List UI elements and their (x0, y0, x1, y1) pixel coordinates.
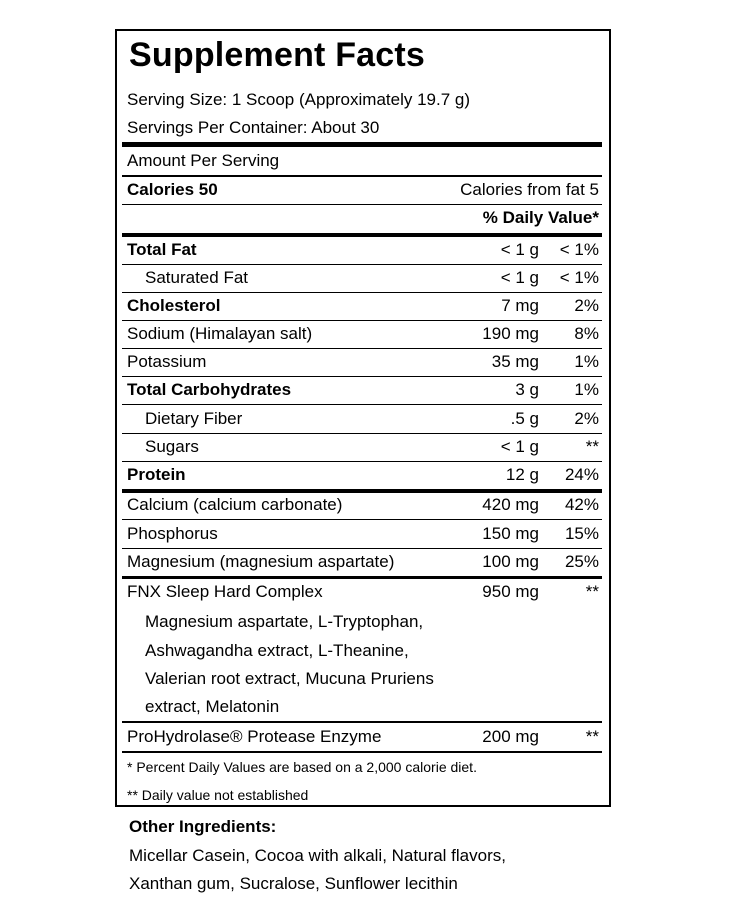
nutrient-name: Sodium (Himalayan salt) (127, 324, 313, 343)
divider (122, 264, 602, 265)
mineral-name: Calcium (calcium carbonate) (127, 495, 343, 514)
divider (122, 519, 602, 520)
nutrient-dv: 8% (574, 324, 599, 343)
complex-ingredients-line: extract, Melatonin (145, 697, 280, 716)
other-ingredients-title: Other Ingredients: (129, 817, 277, 836)
nutrient-amount: 35 mg (491, 352, 539, 371)
mineral-dv: 42% (564, 495, 599, 514)
complex-row (127, 582, 599, 608)
nutrient-row (127, 268, 599, 294)
nutrient-dv: 2% (574, 296, 599, 315)
divider (122, 404, 602, 405)
complex-ingredients-line: Valerian root extract, Mucuna Pruriens (145, 669, 434, 688)
nutrient-name: Saturated Fat (145, 268, 249, 287)
nutrient-amount: 7 mg (501, 296, 539, 315)
nutrient-dv: 24% (564, 465, 599, 484)
amount-per-serving: Amount Per Serving (127, 151, 280, 170)
nutrient-row (127, 240, 599, 266)
enzyme-name: ProHydrolase® Protease Enzyme (127, 727, 382, 746)
mineral-amount: 150 mg (482, 524, 539, 543)
calories-from-fat: Calories from fat 5 (460, 180, 599, 199)
daily-value-header-row (127, 208, 599, 234)
footnote-not-established: ** Daily value not established (127, 787, 309, 803)
nutrient-name: Total Fat (127, 240, 197, 259)
nutrient-dv: ** (585, 437, 599, 456)
nutrient-name: Dietary Fiber (145, 409, 243, 428)
mineral-amount: 100 mg (482, 552, 539, 571)
other-ingredients-line: Xanthan gum, Sucralose, Sunflower lecithin (129, 874, 458, 893)
divider (122, 204, 602, 205)
thick-divider (122, 142, 602, 147)
nutrient-dv: 1% (574, 352, 599, 371)
calories-row (127, 180, 599, 206)
nutrient-name: Cholesterol (127, 296, 221, 315)
calories-label: Calories 50 (127, 180, 218, 199)
complex-dv: ** (585, 582, 599, 601)
complex-ingredients-line: Magnesium aspartate, L-Tryptophan, (145, 612, 424, 631)
complex-ingredients-line: Ashwagandha extract, L-Theanine, (145, 641, 409, 660)
mineral-amount: 420 mg (482, 495, 539, 514)
other-ingredients-line: Micellar Casein, Cocoa with alkali, Natural flavors, (129, 846, 506, 865)
nutrient-amount: < 1 g (500, 240, 539, 259)
servings-per-container: Servings Per Container: About 30 (127, 118, 380, 137)
mineral-row (127, 552, 599, 578)
mineral-row (127, 495, 599, 521)
nutrient-name: Sugars (145, 437, 199, 456)
divider (122, 721, 602, 723)
mineral-name: Magnesium (magnesium aspartate) (127, 552, 395, 571)
nutrient-dv: 2% (574, 409, 599, 428)
divider (122, 320, 602, 321)
enzyme-row (127, 727, 599, 753)
divider (122, 175, 602, 177)
nutrient-row (127, 380, 599, 406)
thick-divider (122, 576, 602, 579)
nutrient-amount: 3 g (515, 380, 539, 399)
nutrient-row (127, 465, 599, 491)
nutrient-dv: < 1% (559, 240, 599, 259)
divider (122, 548, 602, 549)
mineral-dv: 15% (564, 524, 599, 543)
mineral-row (127, 524, 599, 550)
nutrient-row (127, 352, 599, 378)
footnote-daily-values: * Percent Daily Values are based on a 2,000 calorie diet. (127, 759, 477, 775)
divider (122, 751, 602, 753)
divider (122, 376, 602, 377)
enzyme-amount: 200 mg (482, 727, 539, 746)
divider (122, 292, 602, 293)
thick-divider (122, 233, 602, 237)
nutrient-row (127, 437, 599, 463)
nutrient-amount: .5 g (510, 409, 539, 428)
nutrient-amount: < 1 g (500, 437, 539, 456)
thick-divider (122, 489, 602, 493)
nutrient-row (127, 409, 599, 435)
mineral-name: Phosphorus (127, 524, 218, 543)
daily-value-header: % Daily Value* (482, 208, 599, 227)
divider (122, 348, 602, 349)
nutrient-dv: 1% (574, 380, 599, 399)
nutrient-name: Potassium (127, 352, 207, 371)
nutrient-amount: < 1 g (500, 268, 539, 287)
panel-title: Supplement Facts (129, 36, 426, 74)
mineral-dv: 25% (564, 552, 599, 571)
nutrient-name: Protein (127, 465, 186, 484)
nutrient-row (127, 296, 599, 322)
nutrient-amount: 12 g (505, 465, 539, 484)
nutrient-row (127, 324, 599, 350)
serving-size: Serving Size: 1 Scoop (Approximately 19.7 g) (127, 90, 471, 109)
complex-amount: 950 mg (482, 582, 539, 601)
divider (122, 461, 602, 462)
enzyme-dv: ** (585, 727, 599, 746)
nutrient-dv: < 1% (559, 268, 599, 287)
complex-name: FNX Sleep Hard Complex (127, 582, 323, 601)
divider (122, 433, 602, 434)
nutrient-amount: 190 mg (482, 324, 539, 343)
nutrient-name: Total Carbohydrates (127, 380, 292, 399)
